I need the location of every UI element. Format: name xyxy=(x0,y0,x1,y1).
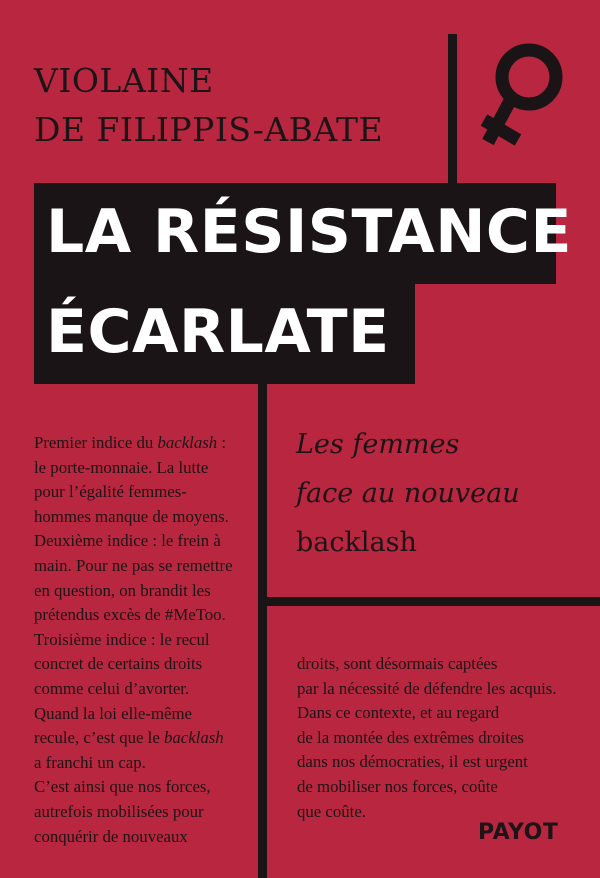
blurb-line xyxy=(34,431,233,456)
blurb-line: main. Pour ne pas se remettre xyxy=(34,555,233,575)
title-band-1 xyxy=(34,183,572,284)
book-subtitle xyxy=(296,420,520,567)
blurb-line: conquérir de nouveaux xyxy=(34,826,188,846)
author-last-name: DE FILIPPIS-ABATE xyxy=(34,110,384,149)
blurb-line: dans nos démocraties, il est urgent xyxy=(297,752,528,772)
blurb-line: par la nécessité de défendre les acquis. xyxy=(297,678,557,698)
blurb-line: a franchi un cap. xyxy=(34,752,146,772)
blurb-line: que coûte. xyxy=(297,801,366,821)
blurb-line xyxy=(34,726,233,751)
blurb-line: Troisième indice : le recul xyxy=(34,629,210,649)
blurb-line: droits, sont désormais captées xyxy=(297,654,498,673)
blurb-line: Deuxième indice : le frein à xyxy=(34,531,221,551)
blurb-line: comme celui d’avorter. xyxy=(34,678,190,698)
blurb-line: Quand la loi elle-même xyxy=(34,703,192,723)
blurb-text: recule, c’est que le xyxy=(34,728,164,748)
horizontal-rule xyxy=(258,597,600,606)
blurb-italic-text: backlash xyxy=(157,433,218,452)
blurb-line: prétendus excès de #MeToo. xyxy=(34,605,226,625)
blurb-line: de la montée des extrêmes droites xyxy=(297,727,524,747)
blurb-line: en question, on brandit les xyxy=(34,580,211,600)
blurb-text: : xyxy=(217,433,227,452)
venus-symbol-icon xyxy=(478,36,576,154)
blurb-line: le porte-monnaie. La lutte xyxy=(34,457,209,477)
blurb-line: autrefois mobilisées pour xyxy=(34,801,204,821)
blurb-line: C’est ainsi que nos forces, xyxy=(34,777,211,797)
blurb-text: Premier indice du xyxy=(34,433,158,452)
book-title-line-2: ÉCARLATE xyxy=(46,297,390,367)
blurb-right-column xyxy=(297,652,557,824)
blurb-line: concret de certains droits xyxy=(34,654,203,674)
subtitle-line-1: Les femmes xyxy=(296,429,460,460)
blurb-italic-text: backlash xyxy=(163,728,224,748)
vertical-rule-top xyxy=(448,34,457,186)
author-name xyxy=(34,56,383,154)
blurb-line: pour l’égalité femmes- xyxy=(34,482,187,502)
subtitle-line-3: backlash xyxy=(296,527,417,558)
publisher-logo: PAYOT xyxy=(478,820,559,845)
blurb-line: Dans ce contexte, et au regard xyxy=(297,703,500,723)
blurb-line: de mobiliser nos forces, coûte xyxy=(297,776,498,796)
title-band-2 xyxy=(34,284,415,384)
subtitle-line-2: face au nouveau xyxy=(296,478,520,509)
blurb-left-column xyxy=(34,431,233,849)
book-title-line-1: LA RÉSISTANCE xyxy=(46,197,572,267)
author-first-name: VIOLAINE xyxy=(34,61,214,100)
vertical-rule-middle xyxy=(258,384,267,878)
blurb-line: hommes manque de moyens. xyxy=(34,506,229,526)
